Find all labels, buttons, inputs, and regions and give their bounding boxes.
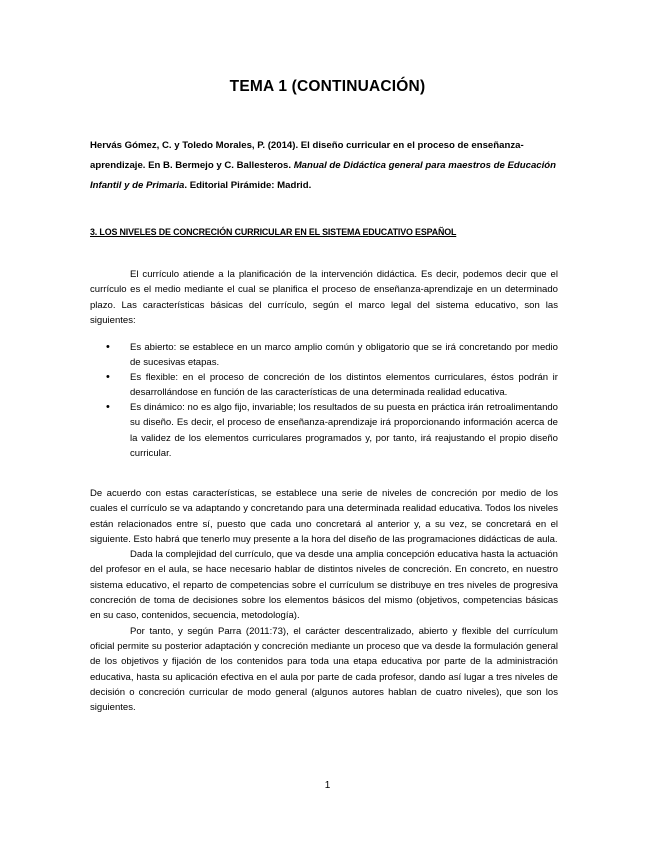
bibliographic-reference [90,136,558,196]
characteristics-list [90,340,558,461]
bullet-icon: • [106,371,110,384]
reference-authors: Hervás Gómez, C. y Toledo Morales, P. (2014). El diseño curricular en el proceso de enseñanza-aprendizaje. En B. Bermejo y C. Ballesteros. [90,140,524,171]
bullet-icon: • [106,341,110,353]
body-text [90,486,558,715]
list-item [90,340,558,370]
section-heading: 3. LOS NIVELES DE CONCRECIÓN CURRICULAR EN EL SISTEMA EDUCATIVO ESPAÑOL [90,227,457,237]
body-paragraph: De acuerdo con estas características, se establece una serie de niveles de concreción por medio de los cuales el currículo se va adaptando y concretando para una determinada realidad educativa. Todos los niveles están relacionados entre sí, puesto que cada uno concretará al anterior y, a su vez, se concretará en el siguiente. Esto habrá que tenerlo muy presente a la hora del diseño de las programaciones didácticas de aula. [90,488,558,545]
list-item [90,400,558,460]
list-item-text: Es dinámico: no es algo fijo, invariable; los resultados de su puesta en práctica irán retroalimentando su diseño. Es decir, el proceso de enseñanza-aprendizaje irá proporcionando información acerca de la validez de los elementos curriculares programados y, por tanto, irá reajustando el propio diseño curricular. [130,402,558,459]
list-item-text: Es flexible: en el proceso de concreción de los distintos elementos curriculares, éstos podrán ir desarrollándose en función de las características de una determinada realidad educativa. [130,372,558,399]
reference-book-title: Manual de Didáctica general para maestros de Educación Infantil y de Primaria [90,160,557,191]
reference-publisher: . Editorial Pirámide: Madrid. [184,180,312,191]
body-paragraph: Por tanto, y según Parra (2011:73), el carácter descentralizado, abierto y flexible del currículum oficial permite su posterior adaptación y concreción mediante un proceso que va desde la formulación general de los objetivos y fijación de los contenidos para toda una etapa educativa por parte de la administración educativa, hasta su aplicación efectiva en el aula por parte de cada profesor, dando así lugar a tres niveles de decisión o concreción curricular de modo general (algunos autores hablan de cuatro niveles), que son los siguientes. [90,625,558,714]
bullet-icon: • [106,401,110,414]
list-item-text: Es abierto: se establece en un marco amplio común y obligatorio que se irá concretando por medio de sucesivas etapas. [130,342,558,369]
list-item [90,370,558,400]
page-number: 1 [324,780,331,791]
intro-paragraph: El currículo atiende a la planificación de la intervención didáctica. Es decir, podemos decir que el currículo es el medio mediante el cual se planifica el proceso de enseñanza-aprendizaje en un determinado plazo. Las características básicas del currículo, según el marco legal del sistema educativo, son las siguientes: [90,269,558,326]
page-title: TEMA 1 (CONTINUACIÓN) [229,78,426,95]
body-paragraph: Dada la complejidad del currículo, que va desde una amplia concepción educativa hasta la actuación del profesor en el aula, se hace necesario hablar de distintos niveles de concreción. En concreto, en nuestro sistema educativo, el reparto de competencias sobre el currículum se distribuye en tres niveles de progresiva concreción de toma de decisiones sobre los elementos básicos del mismo (objetivos, competencias básicas en su caso, contenidos, secuencia, metodología). [90,549,558,622]
